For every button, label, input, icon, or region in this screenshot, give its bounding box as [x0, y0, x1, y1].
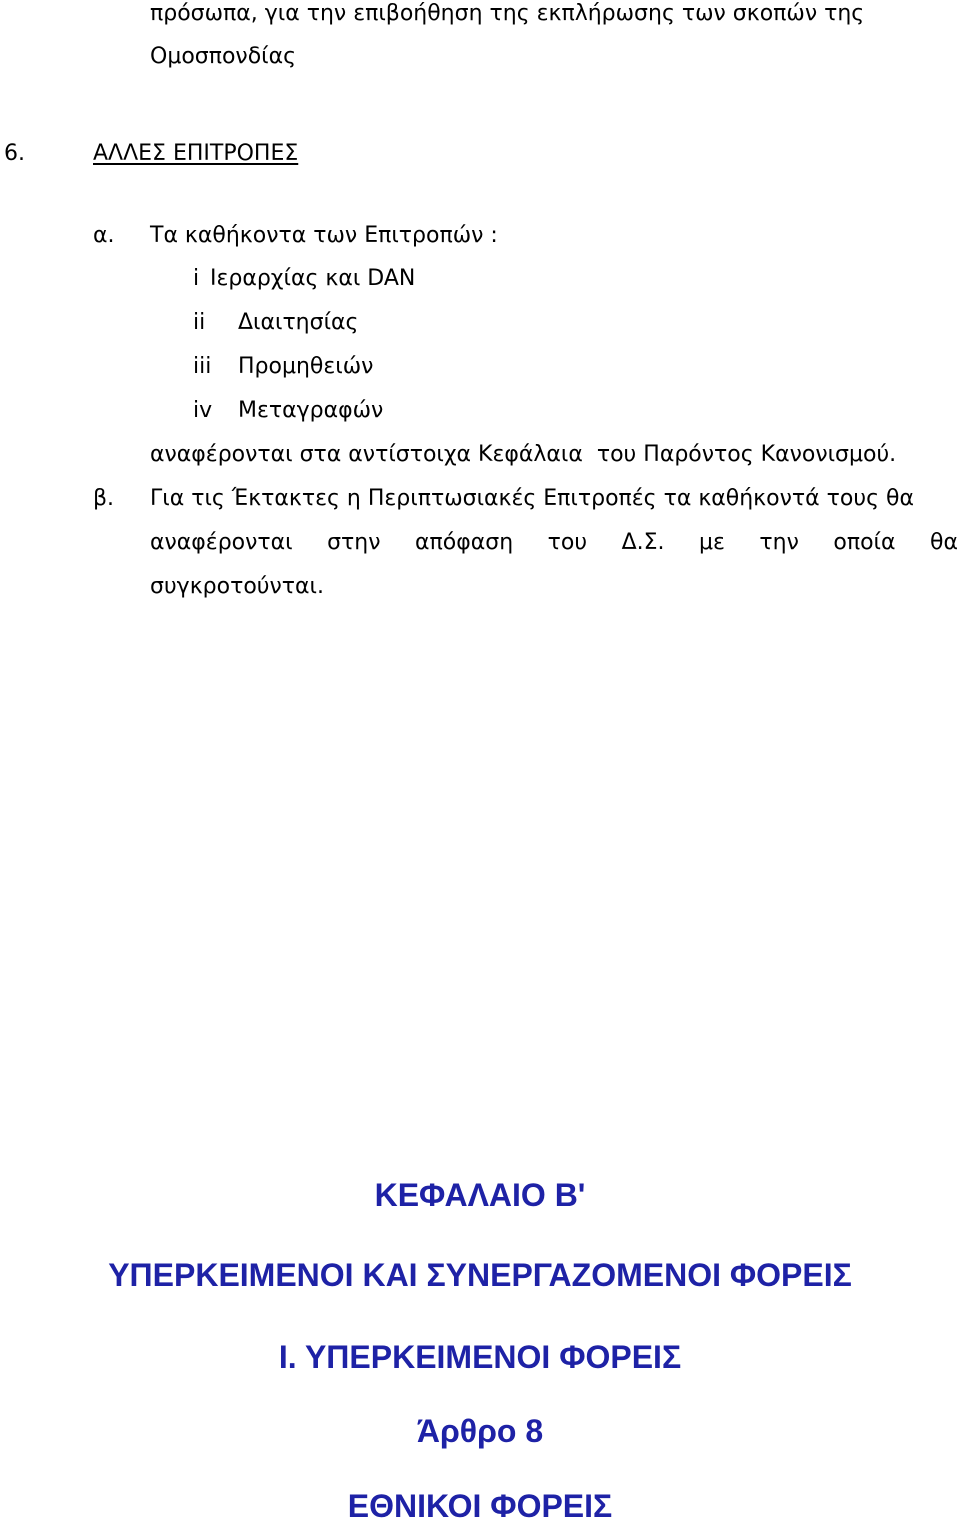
item-b-line-2 — [150, 529, 958, 557]
subitem-numeral: ii — [193, 310, 206, 335]
word: αναφέρονται — [150, 530, 293, 555]
section-title: ΑΛΛΕΣ ΕΠΙΤΡΟΠΕΣ — [93, 141, 299, 166]
subitem-numeral: iii — [193, 354, 212, 379]
item-b-marker: β. — [93, 486, 115, 511]
article-heading: Άρθρο 8 — [416, 1413, 544, 1449]
subitem-label: Προμηθειών — [238, 354, 374, 379]
word: απόφαση — [415, 530, 514, 555]
subitem-label: Ιεραρχίας και DAN — [210, 266, 416, 291]
word: οποία — [833, 530, 896, 555]
part-heading: Ι. ΥΠΕΡΚΕΙΜΕΝΟΙ ΦΟΡΕΙΣ — [278, 1339, 682, 1375]
word: στην — [327, 530, 381, 555]
subitem-label: Μεταγραφών — [238, 398, 384, 423]
item-a-closing: αναφέρονται στα αντίστοιχα Κεφάλαια του Παρόντος Κανονισμού. — [150, 442, 897, 467]
chapter-heading: ΚΕΦΑΛΑΙΟ Β' — [374, 1177, 586, 1213]
word: με — [699, 530, 725, 555]
item-b-line-3: συγκροτούνται. — [150, 574, 324, 599]
intro-line-2: Ομοσπονδίας — [150, 44, 297, 69]
word: θα — [930, 530, 958, 555]
item-b-line-1: Για τις Έκτακτες η Περιπτωσιακές Επιτροπές τα καθήκοντά τους θα — [150, 486, 914, 511]
article-title: ΕΘΝΙΚΟΙ ΦΟΡΕΙΣ — [347, 1488, 613, 1524]
word: την — [759, 530, 799, 555]
word: Δ.Σ. — [621, 530, 665, 555]
chapter-title: ΥΠΕΡΚΕΙΜΕΝΟΙ ΚΑΙ ΣΥΝΕΡΓΑΖΟΜΕΝΟΙ ΦΟΡΕΙΣ — [108, 1257, 852, 1293]
word: του — [547, 530, 588, 555]
item-a-marker: α. — [93, 223, 115, 248]
subitem-label: Διαιτησίας — [238, 310, 359, 335]
item-a-text: Τα καθήκοντα των Επιτροπών : — [150, 223, 498, 248]
section-number: 6. — [4, 141, 25, 166]
subitem-numeral: i — [193, 266, 200, 291]
subitem-numeral: iv — [193, 398, 213, 423]
intro-line-1: πρόσωπα, για την επιβοήθηση της εκπλήρωσης των σκοπών της — [150, 1, 865, 26]
